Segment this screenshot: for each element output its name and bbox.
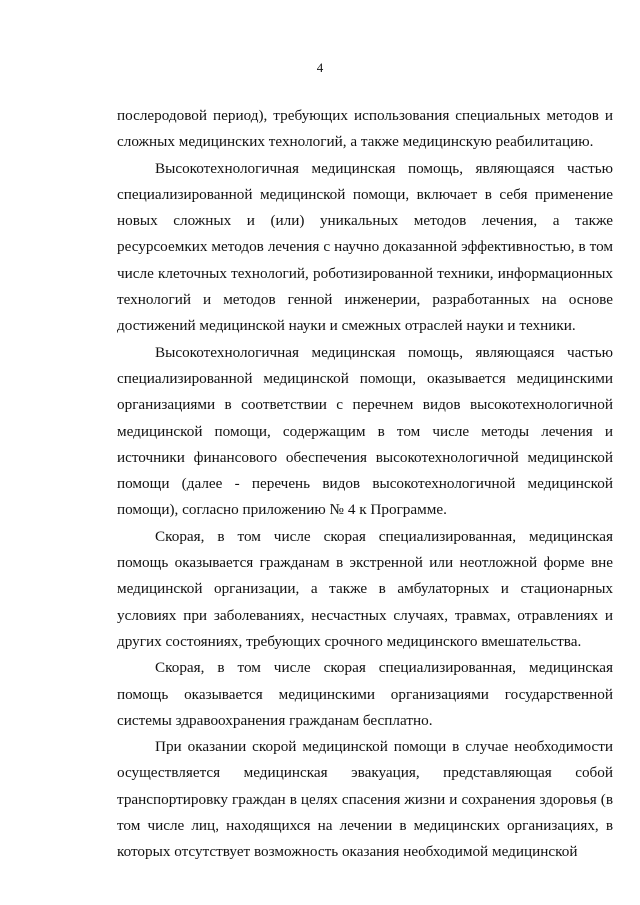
paragraph-high-tech-definition: Высокотехнологичная медицинская помощь, являющаяся частью специализированной медицинской помощи, включает в себя применение новых сложных и (или) уникальных методов лечения, а также ресурсоемких методов лечения с научно доказанной эффективностью, в том числе клеточных технологий, роботизированной техники, информационных технологий и методов генной инженерии, разработанных на основе достижений медицинской науки и смежных отраслей науки и техники. <box>117 159 613 335</box>
paragraph-high-tech-provision: Высокотехнологичная медицинская помощь, являющаяся частью специализированной медицинской помощи, оказывается медицинскими организациями в соответствии с перечнем видов высокотехнологичной медицинской помощи, содержащим в том числе методы лечения и источники финансового обеспечения высокотехнологичной медицинской помощи (далее - перечень видов высокотехнологичной медицинской помощи), согласно приложению № 4 к Программе. <box>117 343 613 519</box>
paragraph-evacuation: При оказании скорой медицинской помощи в случае необходимости осуществляется медицинская эвакуация, представляющая собой транспортировку граждан в целях спасения жизни и сохранения здоровья (в том числе лиц, находящихся на лечении в медицинских организациях, в которых отсутствует возможность оказания необходимой медицинской <box>117 738 613 861</box>
paragraph-continuation: послеродовой период), требующих использования специальных методов и сложных медицинских технологий, а также медицинскую реабилитацию. <box>117 107 613 151</box>
paragraph-emergency-care: Скорая, в том числе скорая специализированная, медицинская помощь оказывается гражданам в экстренной или неотложной форме вне медицинской организации, а также в амбулаторных и стационарных условиях при заболеваниях, несчастных случаях, травмах, отравлениях и других состояниях, требующих срочного медицинского вмешательства. <box>117 527 613 650</box>
document-body <box>117 103 613 866</box>
page-number: 4 <box>316 60 324 75</box>
paragraph-emergency-free: Скорая, в том числе скорая специализированная, медицинская помощь оказывается медицинскими организациями государственной системы здравоохранения гражданам бесплатно. <box>117 659 613 729</box>
